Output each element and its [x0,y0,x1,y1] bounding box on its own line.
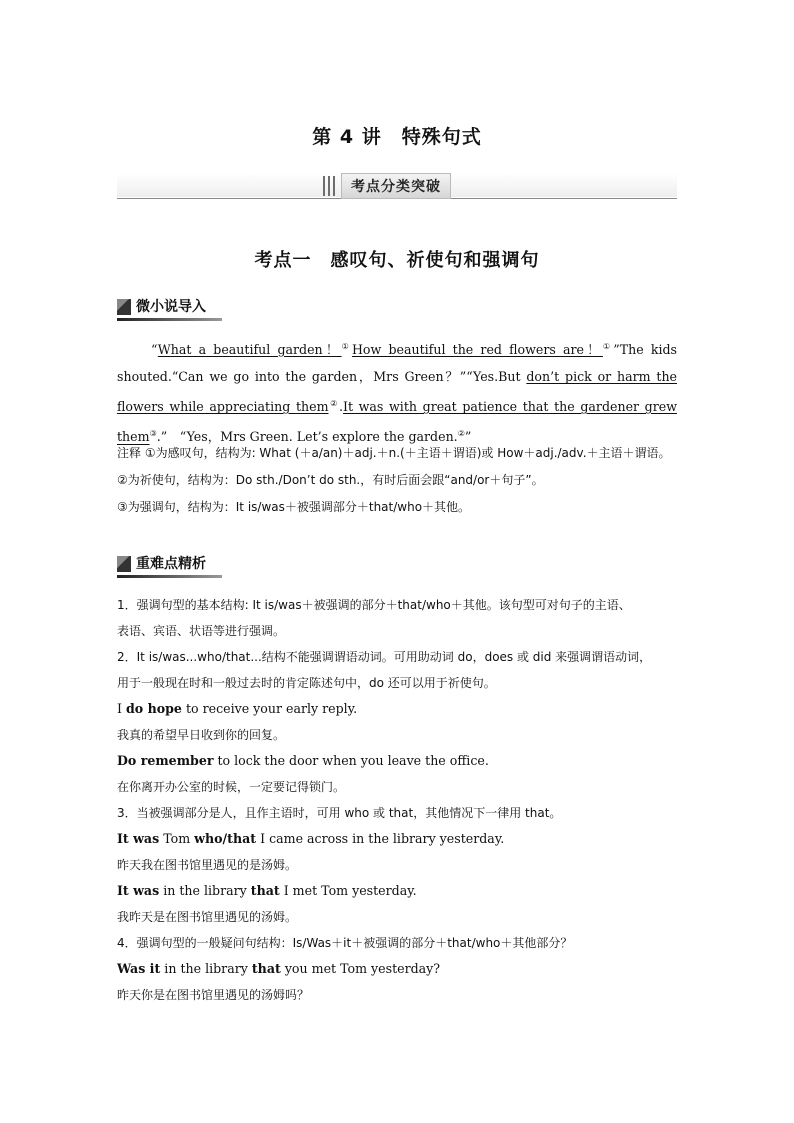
story-paragraph: “What a beautiful garden！①How beautiful the red flowers are！①”The kids shouted.“Can we go into the garden，Mrs Green？”“Yes.But don’t pick or harm the flowers while appreciating them②.It was with great patience that the gardener grew them③.” “Yes，Mrs Green. Let’s explore the garden.②” [117,342,678,445]
subhead-label: 微小说导入 [136,299,206,315]
section-banner [323,174,451,198]
exclamation-sentence: What a beautiful garden！ [157,342,342,358]
banner-bars-icon [323,176,335,196]
point-2-line-1: 2．It is/was...who/that...结构不能强调谓语动词。可用助动词 do，does 或 did 来强调谓语动词， [117,650,652,664]
page-title: 第 4 讲 特殊句式 [312,126,482,148]
exclamation-sentence-2: How beautiful the red flowers are！ [351,342,603,358]
point-2-line-2: 用于一般现在时和一般过去时的肯定陈述句中，do 还可以用于祈使句。 [117,676,496,690]
example-2-translation: 在你离开办公室的时候，一定要记得锁门。 [117,780,346,794]
micro-story [117,333,677,451]
example-1-translation: 我真的希望早日收到你的回复。 [117,728,286,742]
analysis-body [117,592,677,1008]
subhead-label: 重难点精析 [136,556,206,572]
point-4: 4．强调句型的一般疑问句结构：Is/Was＋it＋被强调的部分＋that/who＋其他部分？ [117,936,573,950]
notes-block [117,440,677,521]
example-4: It was in the library that I met Tom yesterday. [117,883,417,898]
example-2: Do remember to lock the door when you leave the office. [117,753,489,768]
note-2: ②为祈使句，结构为：Do sth./Don’t do sth.，有时后面会跟“and/or＋句子”。 [117,473,544,487]
subhead-marker-icon [117,299,131,315]
subhead-rule [117,575,222,578]
emphatic-sentence: It was with great patience that the gardener grew them [117,399,677,445]
subhead-intro [117,295,222,317]
example-1: I do hope to receive your early reply. [117,701,358,716]
point-1-line-1: 1．强调句型的基本结构: It is/was＋被强调的部分＋that/who＋其他。该句型可对句子的主语、 [117,598,631,612]
example-3-translation: 昨天我在图书馆里遇见的是汤姆。 [117,858,298,872]
note-3: ③为强调句，结构为：It is/was＋被强调部分＋that/who＋其他。 [117,500,471,514]
example-5: Was it in the library that you met Tom yesterday? [117,961,441,976]
subhead-rule [117,318,222,321]
banner-label: 考点分类突破 [341,173,451,199]
point-1-line-2: 表语、宾语、状语等进行强调。 [117,624,286,638]
note-1: 注释 ①为感叹句，结构为: What (＋a/an)＋adj.＋n.(＋主语＋谓语)或 How＋adj./adv.＋主语＋谓语。 [117,446,671,460]
example-5-translation: 昨天你是在图书馆里遇见的汤姆吗？ [117,988,310,1002]
imperative-sentence: don’t pick or harm the flowers while appreciating them [117,369,678,415]
example-3: It was Tom who/that I came across in the library yesterday. [117,831,505,846]
section-title: 考点一 感叹句、祈使句和强调句 [254,250,540,271]
subhead-marker-icon [117,556,131,572]
point-3: 3．当被强调部分是人，且作主语时，可用 who 或 that，其他情况下一律用 that。 [117,806,562,820]
subhead-analysis [117,552,222,574]
example-4-translation: 我昨天是在图书馆里遇见的汤姆。 [117,910,298,924]
